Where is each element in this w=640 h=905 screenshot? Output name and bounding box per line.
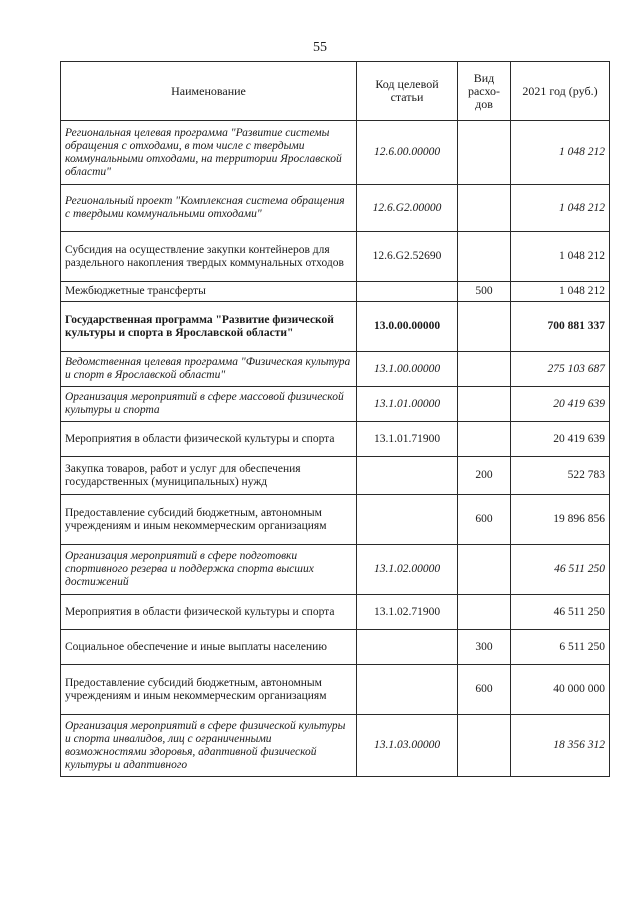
cell-code	[357, 282, 458, 302]
table-row	[61, 352, 610, 387]
cell-code	[357, 630, 458, 665]
cell-code: 13.1.01.71900	[357, 422, 458, 457]
cell-type: 600	[458, 495, 511, 545]
table-body	[61, 121, 610, 777]
table-row	[61, 387, 610, 422]
header-amount: 2021 год (руб.)	[511, 62, 610, 121]
cell-name: Закупка товаров, работ и услуг для обеспечения государственных (муниципальных) нужд	[61, 457, 357, 495]
cell-type	[458, 545, 511, 595]
cell-type	[458, 232, 511, 282]
cell-name: Субсидия на осуществление закупки контейнеров для раздельного накопления твердых коммунальных отходов	[61, 232, 357, 282]
cell-amount: 1 048 212	[511, 282, 610, 302]
table-row	[61, 121, 610, 185]
cell-code: 12.6.G2.00000	[357, 185, 458, 232]
table-row	[61, 302, 610, 352]
cell-amount: 20 419 639	[511, 422, 610, 457]
table-row	[61, 495, 610, 545]
cell-name: Организация мероприятий в сфере подготовки спортивного резерва и поддержка спорта высших достижений	[61, 545, 357, 595]
cell-name: Мероприятия в области физической культуры и спорта	[61, 422, 357, 457]
header-code: Код целевой статьи	[357, 62, 458, 121]
table-row	[61, 185, 610, 232]
cell-amount: 46 511 250	[511, 595, 610, 630]
cell-name: Ведомственная целевая программа "Физическая культура и спорт в Ярославской области"	[61, 352, 357, 387]
table-row	[61, 545, 610, 595]
table-row	[61, 422, 610, 457]
cell-type	[458, 387, 511, 422]
cell-amount: 18 356 312	[511, 715, 610, 777]
cell-type	[458, 595, 511, 630]
cell-amount: 275 103 687	[511, 352, 610, 387]
cell-amount: 700 881 337	[511, 302, 610, 352]
cell-code	[357, 457, 458, 495]
cell-type: 200	[458, 457, 511, 495]
cell-type	[458, 302, 511, 352]
cell-code: 13.1.01.00000	[357, 387, 458, 422]
table-row	[61, 715, 610, 777]
table-row	[61, 232, 610, 282]
cell-amount: 6 511 250	[511, 630, 610, 665]
cell-amount: 20 419 639	[511, 387, 610, 422]
table-row	[61, 630, 610, 665]
table-header-row	[61, 62, 610, 121]
cell-amount: 46 511 250	[511, 545, 610, 595]
cell-type	[458, 422, 511, 457]
cell-name: Предоставление субсидий бюджетным, автономным учреждениям и иным некоммерческим организациям	[61, 495, 357, 545]
cell-name: Организация мероприятий в сфере массовой физической культуры и спорта	[61, 387, 357, 422]
cell-code	[357, 495, 458, 545]
cell-type	[458, 715, 511, 777]
cell-code: 13.1.03.00000	[357, 715, 458, 777]
cell-name: Государственная программа "Развитие физической культуры и спорта в Ярославской области"	[61, 302, 357, 352]
cell-code: 12.6.00.00000	[357, 121, 458, 185]
cell-code: 13.1.00.00000	[357, 352, 458, 387]
cell-type	[458, 121, 511, 185]
cell-name: Социальное обеспечение и иные выплаты населению	[61, 630, 357, 665]
cell-code: 13.0.00.00000	[357, 302, 458, 352]
table-row	[61, 665, 610, 715]
cell-code: 13.1.02.71900	[357, 595, 458, 630]
page-number: 55	[313, 40, 327, 55]
budget-table	[60, 61, 610, 777]
table-row	[61, 595, 610, 630]
cell-type: 500	[458, 282, 511, 302]
cell-code: 12.6.G2.52690	[357, 232, 458, 282]
cell-type	[458, 185, 511, 232]
cell-amount: 1 048 212	[511, 185, 610, 232]
cell-code	[357, 665, 458, 715]
cell-name: Межбюджетные трансферты	[61, 282, 357, 302]
table-row	[61, 282, 610, 302]
cell-name: Региональный проект "Комплексная система обращения с твердыми коммунальными отходами"	[61, 185, 357, 232]
cell-amount: 19 896 856	[511, 495, 610, 545]
table-row	[61, 457, 610, 495]
cell-code: 13.1.02.00000	[357, 545, 458, 595]
header-type: Вид расхо-дов	[458, 62, 511, 121]
cell-name: Региональная целевая программа "Развитие системы обращения с отходами, в том числе с твердыми коммунальными отходами, на территории Ярославской области"	[61, 121, 357, 185]
cell-amount: 1 048 212	[511, 232, 610, 282]
cell-name: Мероприятия в области физической культуры и спорта	[61, 595, 357, 630]
cell-name: Предоставление субсидий бюджетным, автономным учреждениям и иным некоммерческим организациям	[61, 665, 357, 715]
cell-name: Организация мероприятий в сфере физической культуры и спорта инвалидов, лиц с ограниченными возможностями здоровья, адаптивной физической культуры и адаптивного	[61, 715, 357, 777]
cell-type	[458, 352, 511, 387]
cell-amount: 522 783	[511, 457, 610, 495]
cell-type: 600	[458, 665, 511, 715]
header-name: Наименование	[61, 62, 357, 121]
cell-amount: 40 000 000	[511, 665, 610, 715]
cell-amount: 1 048 212	[511, 121, 610, 185]
cell-type: 300	[458, 630, 511, 665]
